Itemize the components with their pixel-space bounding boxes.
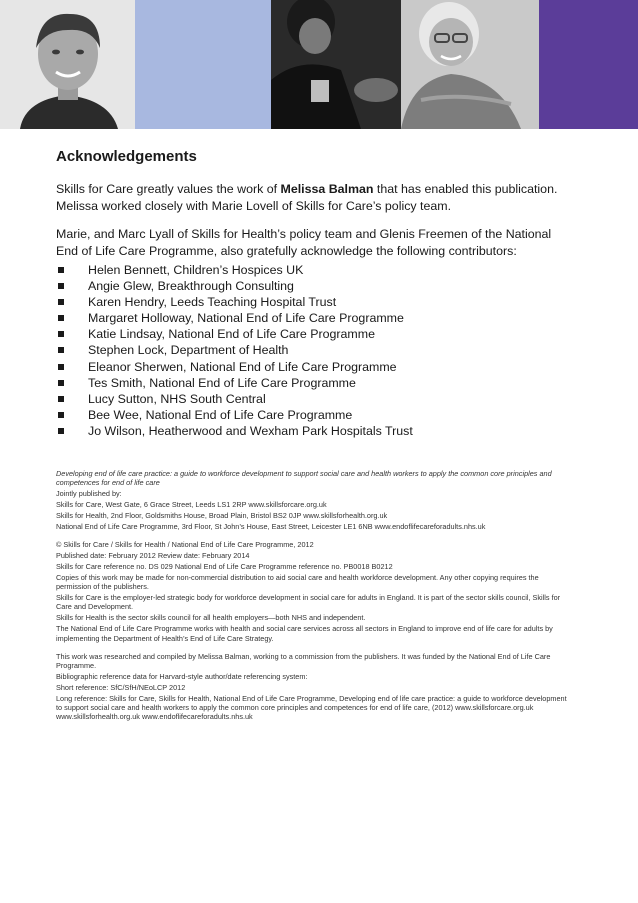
bullet-icon — [58, 396, 64, 402]
long-reference: Long reference: Skills for Care, Skills for Health, National End of Life Care Programme, Developing end of life care practice: a guide to workforce development to support social care and health workers to apply the common core principles and competences for end of life care, (2012) www.skillsforcare.org.uk www.skillsforhealth.org.uk www.endoflifecareforadults.nhs.uk — [56, 693, 567, 722]
intro-text-pre: Skills for Care greatly values the work of — [56, 182, 281, 196]
copyright-line: © Skills for Care / Skills for Health / National End of Life Care Programme, 2012 — [56, 539, 314, 549]
nurse-illustration — [271, 0, 401, 129]
imprint-block — [56, 469, 570, 722]
contributor-text: Katie Lindsay, National End of Life Care Programme — [88, 327, 375, 342]
contributor-text: Angie Glew, Breakthrough Consulting — [88, 279, 294, 294]
spacer — [56, 533, 570, 540]
color-panel-purple — [539, 0, 638, 129]
contributor-text: Lucy Sutton, NHS South Central — [88, 391, 266, 406]
bullet-icon — [58, 299, 64, 305]
intro-paragraph-1 — [56, 181, 570, 215]
spacer — [56, 645, 570, 652]
copying-permissions: Copies of this work may be made for non-commercial distribution to aid social care and health workforce development. Any other copying requires the permission of the publishers. — [56, 572, 539, 592]
bullet-icon — [58, 412, 64, 418]
author-name: Melissa Balman — [280, 182, 374, 196]
contributor-text: Karen Hendry, Leeds Teaching Hospital Trust — [88, 295, 337, 310]
research-credit: This work was researched and compiled by Melissa Balman, working to a commission from the publishers. It was funded by the National End of Life Care Programme. — [56, 651, 551, 670]
list-item — [56, 407, 570, 423]
color-panel-light-blue — [135, 0, 271, 129]
reference-numbers: Skills for Care reference no. DS 029 National End of Life Care Programme reference no. PB0018 B0212 — [56, 561, 393, 571]
list-item — [56, 262, 570, 278]
list-item — [56, 342, 570, 358]
contributor-text: Jo Wilson, Heatherwood and Wexham Park Hospitals Trust — [88, 423, 413, 438]
list-item — [56, 294, 570, 310]
bullet-icon — [58, 347, 64, 353]
list-item — [56, 278, 570, 294]
about-skills-for-health: Skills for Health is the sector skills council for all health employers—both NHS and independent. — [56, 613, 366, 623]
list-item — [56, 359, 570, 375]
bullet-icon — [58, 428, 64, 434]
about-skills-for-care: Skills for Care is the employer-led strategic body for workforce development in social care for adults in England. It is part of the sector skills council, Skills for Care and Development. — [56, 593, 561, 612]
contributor-text: Margaret Holloway, National End of Life Care Programme — [88, 311, 404, 326]
jointly-published-label: Jointly published by: — [56, 489, 122, 499]
list-item — [56, 423, 570, 439]
about-nelcp: The National End of Life Care Programme works with health and social care services across all sectors in England to improve end of life care for adults by implementing the Department of Health’s End of Life Care Strategy. — [56, 624, 553, 643]
publisher-skills-for-care: Skills for Care, West Gate, 6 Grace Street, Leeds LS1 2RP www.skillsforcare.org.uk — [56, 500, 327, 510]
bullet-icon — [58, 364, 64, 370]
bullet-icon — [58, 315, 64, 321]
bullet-icon — [58, 267, 64, 273]
list-item — [56, 310, 570, 326]
list-item — [56, 326, 570, 342]
publication-title: Developing end of life care practice: a guide to workforce development to support social care and health workers to apply the common core principles and competences for end of life care — [56, 469, 552, 488]
bibliographic-label: Bibliographic reference data for Harvard-style author/date referencing system: — [56, 671, 308, 681]
acknowledgements-section — [56, 148, 570, 723]
contributor-text: Bee Wee, National End of Life Care Programme — [88, 407, 353, 422]
contributor-text: Eleanor Sherwen, National End of Life Care Programme — [88, 359, 397, 374]
publisher-nelcp: National End of Life Care Programme, 3rd Floor, St John’s House, East Street, Leicester LE1 6NB www.endoflifecareforadults.nhs.uk — [56, 522, 486, 532]
portrait-illustration — [0, 0, 135, 129]
intro-paragraph-2: Marie, and Marc Lyall of Skills for Health’s policy team and Glenis Freemen of the National End of Life Care Programme, also gratefully acknowledge the following contributors: — [56, 227, 552, 258]
list-item — [56, 391, 570, 407]
bullet-icon — [58, 380, 64, 386]
page-title: Acknowledgements — [56, 148, 197, 165]
bullet-icon — [58, 283, 64, 289]
contributor-text: Helen Bennett, Children’s Hospices UK — [88, 263, 304, 277]
intro-text-post: that has enabled this publication. Melissa worked closely with Marie Lovell of Skills for Care’s policy team. — [56, 182, 558, 213]
contributor-text: Tes Smith, National End of Life Care Programme — [88, 375, 356, 390]
dates-line: Published date: February 2012 Review date: February 2014 — [56, 550, 250, 560]
portrait-photo — [0, 0, 135, 129]
header-photo-band — [0, 0, 638, 129]
contributors-list — [56, 262, 570, 439]
bullet-icon — [58, 331, 64, 337]
short-reference: Short reference: SfC/SfH/NEoLCP 2012 — [56, 682, 186, 692]
contributor-text: Stephen Lock, Department of Health — [88, 343, 289, 358]
list-item — [56, 375, 570, 391]
elderly-woman-photo — [401, 0, 539, 129]
nurse-photo — [271, 0, 401, 129]
elderly-woman-illustration — [401, 0, 539, 129]
publisher-skills-for-health: Skills for Health, 2nd Floor, Goldsmiths House, Broad Plain, Bristol BS2 0JP www.skillsforhealth.org.uk — [56, 511, 388, 521]
